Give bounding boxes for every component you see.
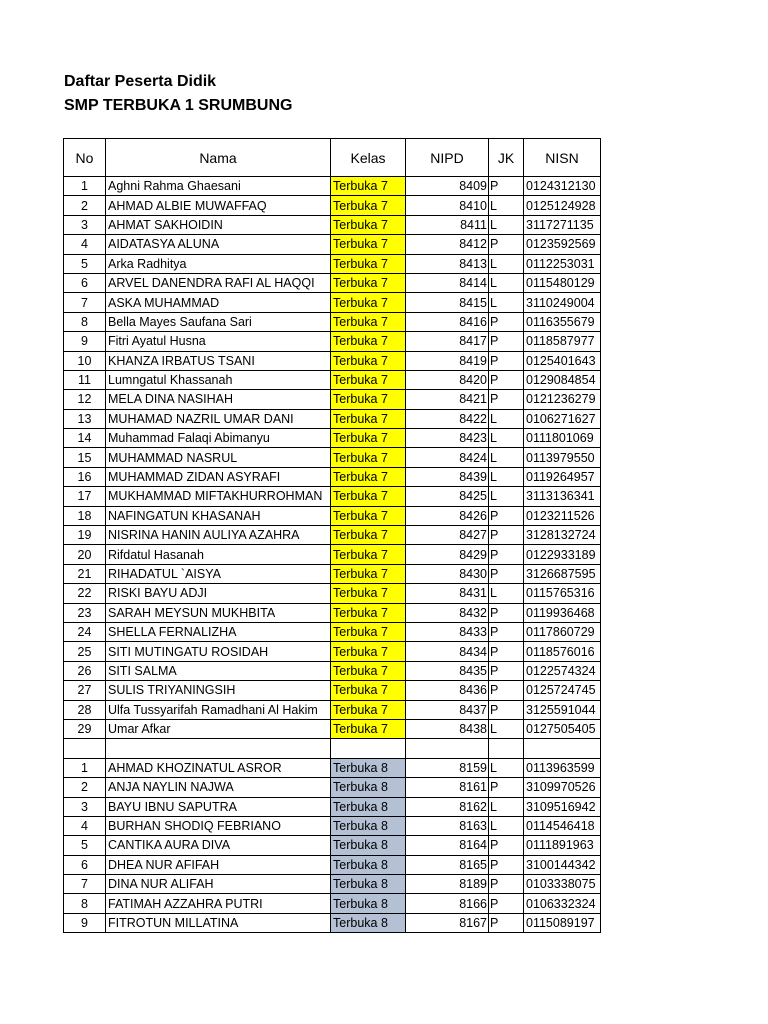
row-jk: P xyxy=(489,913,524,932)
row-jk: L xyxy=(489,409,524,428)
table-row xyxy=(64,545,601,564)
row-kelas: Terbuka 8 xyxy=(331,894,406,913)
row-nisn: 0123211526 xyxy=(524,506,601,525)
row-no: 7 xyxy=(64,293,106,312)
row-no: 27 xyxy=(64,681,106,700)
row-nama: NAFINGATUN KHASANAH xyxy=(106,506,331,525)
row-nipd: 8161 xyxy=(406,778,489,797)
table-row xyxy=(64,409,601,428)
row-kelas: Terbuka 7 xyxy=(331,719,406,738)
row-nisn: 3109970526 xyxy=(524,778,601,797)
table-row xyxy=(64,448,601,467)
row-nama: MUHAMAD NAZRIL UMAR DANI xyxy=(106,409,331,428)
row-nipd: 8162 xyxy=(406,797,489,816)
row-nama: AIDATASYA ALUNA xyxy=(106,235,331,254)
row-nipd: 8420 xyxy=(406,370,489,389)
row-nama: Fitri Ayatul Husna xyxy=(106,332,331,351)
table-row xyxy=(64,332,601,351)
row-no: 25 xyxy=(64,642,106,661)
row-no: 8 xyxy=(64,312,106,331)
row-jk: P xyxy=(489,894,524,913)
row-jk: L xyxy=(489,429,524,448)
table-row xyxy=(64,235,601,254)
row-nisn: 3126687595 xyxy=(524,564,601,583)
row-nisn: 0106271627 xyxy=(524,409,601,428)
row-no: 6 xyxy=(64,855,106,874)
row-nama: RIHADATUL `AISYA xyxy=(106,564,331,583)
empty-cell xyxy=(106,739,331,758)
row-nisn: 0118587977 xyxy=(524,332,601,351)
row-nama: SITI MUTINGATU ROSIDAH xyxy=(106,642,331,661)
row-nama: NISRINA HANIN AULIYA AZAHRA xyxy=(106,526,331,545)
row-nisn: 0129084854 xyxy=(524,370,601,389)
row-nisn: 0125124928 xyxy=(524,196,601,215)
row-nama: Rifdatul Hasanah xyxy=(106,545,331,564)
row-jk: P xyxy=(489,312,524,331)
row-kelas: Terbuka 7 xyxy=(331,584,406,603)
table-body xyxy=(64,177,601,933)
table-row xyxy=(64,642,601,661)
row-nipd: 8165 xyxy=(406,855,489,874)
row-jk: P xyxy=(489,700,524,719)
row-nama: BURHAN SHODIQ FEBRIANO xyxy=(106,816,331,835)
row-nama: ASKA MUHAMMAD xyxy=(106,293,331,312)
row-kelas: Terbuka 7 xyxy=(331,642,406,661)
row-kelas: Terbuka 8 xyxy=(331,758,406,777)
row-jk: P xyxy=(489,875,524,894)
row-nipd: 8421 xyxy=(406,390,489,409)
row-kelas: Terbuka 7 xyxy=(331,196,406,215)
row-no: 1 xyxy=(64,758,106,777)
row-kelas: Terbuka 7 xyxy=(331,390,406,409)
row-jk: L xyxy=(489,215,524,234)
row-kelas: Terbuka 7 xyxy=(331,254,406,273)
row-kelas: Terbuka 7 xyxy=(331,332,406,351)
table-row xyxy=(64,913,601,932)
row-nisn: 0125401643 xyxy=(524,351,601,370)
row-no: 2 xyxy=(64,778,106,797)
row-nama: MUKHAMMAD MIFTAKHURROHMAN xyxy=(106,487,331,506)
row-jk: P xyxy=(489,545,524,564)
table-row xyxy=(64,487,601,506)
row-jk: L xyxy=(489,254,524,273)
row-nama: SHELLA FERNALIZHA xyxy=(106,622,331,641)
table-row xyxy=(64,875,601,894)
table-row xyxy=(64,196,601,215)
row-kelas: Terbuka 7 xyxy=(331,409,406,428)
row-no: 8 xyxy=(64,894,106,913)
table-row xyxy=(64,758,601,777)
header-kelas: Kelas xyxy=(331,139,406,177)
row-nama: Ulfa Tussyarifah Ramadhani Al Hakim xyxy=(106,700,331,719)
row-no: 24 xyxy=(64,622,106,641)
row-nisn: 0122574324 xyxy=(524,661,601,680)
row-kelas: Terbuka 8 xyxy=(331,836,406,855)
row-nisn: 3100144342 xyxy=(524,855,601,874)
row-kelas: Terbuka 7 xyxy=(331,564,406,583)
row-nipd: 8433 xyxy=(406,622,489,641)
row-nama: AHMAD ALBIE MUWAFFAQ xyxy=(106,196,331,215)
row-nama: BAYU IBNU SAPUTRA xyxy=(106,797,331,816)
row-kelas: Terbuka 7 xyxy=(331,429,406,448)
row-nama: Umar Afkar xyxy=(106,719,331,738)
row-nipd: 8424 xyxy=(406,448,489,467)
row-jk: P xyxy=(489,778,524,797)
row-no: 5 xyxy=(64,254,106,273)
table-row xyxy=(64,312,601,331)
row-jk: P xyxy=(489,836,524,855)
row-kelas: Terbuka 7 xyxy=(331,603,406,622)
row-no: 4 xyxy=(64,235,106,254)
row-no: 12 xyxy=(64,390,106,409)
row-jk: P xyxy=(489,681,524,700)
row-nisn: 0113979550 xyxy=(524,448,601,467)
row-nipd: 8409 xyxy=(406,177,489,196)
row-nama: SITI SALMA xyxy=(106,661,331,680)
blank-separator-row xyxy=(64,739,601,758)
row-nipd: 8438 xyxy=(406,719,489,738)
row-jk: P xyxy=(489,603,524,622)
row-no: 22 xyxy=(64,584,106,603)
row-nisn: 3110249004 xyxy=(524,293,601,312)
row-nisn: 0121236279 xyxy=(524,390,601,409)
header-nisn: NISN xyxy=(524,139,601,177)
row-nisn: 0124312130 xyxy=(524,177,601,196)
row-nisn: 0106332324 xyxy=(524,894,601,913)
row-nipd: 8167 xyxy=(406,913,489,932)
row-jk: L xyxy=(489,448,524,467)
row-nipd: 8416 xyxy=(406,312,489,331)
empty-cell xyxy=(489,739,524,758)
table-row xyxy=(64,719,601,738)
empty-cell xyxy=(524,739,601,758)
row-no: 10 xyxy=(64,351,106,370)
row-nipd: 8434 xyxy=(406,642,489,661)
row-no: 1 xyxy=(64,177,106,196)
row-nisn: 3125591044 xyxy=(524,700,601,719)
row-nisn: 0114546418 xyxy=(524,816,601,835)
row-nisn: 0125724745 xyxy=(524,681,601,700)
table-row xyxy=(64,254,601,273)
table-row xyxy=(64,855,601,874)
row-nama: DHEA NUR AFIFAH xyxy=(106,855,331,874)
row-no: 9 xyxy=(64,332,106,351)
row-jk: L xyxy=(489,196,524,215)
table-row xyxy=(64,467,601,486)
row-no: 18 xyxy=(64,506,106,525)
row-nama: SULIS TRIYANINGSIH xyxy=(106,681,331,700)
empty-cell xyxy=(406,739,489,758)
row-nipd: 8419 xyxy=(406,351,489,370)
row-nisn: 0119264957 xyxy=(524,467,601,486)
table-row xyxy=(64,700,601,719)
row-no: 15 xyxy=(64,448,106,467)
row-kelas: Terbuka 7 xyxy=(331,700,406,719)
header-jk: JK xyxy=(489,139,524,177)
row-nisn: 0115089197 xyxy=(524,913,601,932)
table-row xyxy=(64,390,601,409)
header-nipd: NIPD xyxy=(406,139,489,177)
student-table xyxy=(63,138,601,933)
empty-cell xyxy=(331,739,406,758)
row-kelas: Terbuka 7 xyxy=(331,661,406,680)
row-kelas: Terbuka 7 xyxy=(331,487,406,506)
row-jk: L xyxy=(489,758,524,777)
row-nama: DINA NUR ALIFAH xyxy=(106,875,331,894)
row-no: 4 xyxy=(64,816,106,835)
row-nama: MELA DINA NASIHAH xyxy=(106,390,331,409)
row-no: 9 xyxy=(64,913,106,932)
row-jk: P xyxy=(489,390,524,409)
row-jk: P xyxy=(489,235,524,254)
row-nipd: 8425 xyxy=(406,487,489,506)
table-row xyxy=(64,429,601,448)
table-row xyxy=(64,894,601,913)
row-kelas: Terbuka 8 xyxy=(331,797,406,816)
row-kelas: Terbuka 7 xyxy=(331,622,406,641)
row-nipd: 8413 xyxy=(406,254,489,273)
row-nipd: 8414 xyxy=(406,273,489,292)
row-kelas: Terbuka 8 xyxy=(331,855,406,874)
header-nama: Nama xyxy=(106,139,331,177)
row-no: 3 xyxy=(64,797,106,816)
row-kelas: Terbuka 7 xyxy=(331,681,406,700)
row-kelas: Terbuka 7 xyxy=(331,448,406,467)
row-kelas: Terbuka 7 xyxy=(331,293,406,312)
row-no: 23 xyxy=(64,603,106,622)
row-nisn: 0113963599 xyxy=(524,758,601,777)
row-no: 13 xyxy=(64,409,106,428)
empty-cell xyxy=(64,739,106,758)
row-jk: P xyxy=(489,332,524,351)
row-nisn: 0127505405 xyxy=(524,719,601,738)
row-nipd: 8417 xyxy=(406,332,489,351)
row-nipd: 8410 xyxy=(406,196,489,215)
table-row xyxy=(64,177,601,196)
row-nipd: 8163 xyxy=(406,816,489,835)
row-nisn: 0116355679 xyxy=(524,312,601,331)
row-jk: P xyxy=(489,564,524,583)
row-nipd: 8430 xyxy=(406,564,489,583)
row-nipd: 8411 xyxy=(406,215,489,234)
row-nama: AHMAT SAKHOIDIN xyxy=(106,215,331,234)
table-header-row xyxy=(64,139,601,177)
row-nipd: 8436 xyxy=(406,681,489,700)
row-nama: AHMAD KHOZINATUL ASROR xyxy=(106,758,331,777)
row-nisn: 3128132724 xyxy=(524,526,601,545)
row-nama: FATIMAH AZZAHRA PUTRI xyxy=(106,894,331,913)
row-nama: CANTIKA AURA DIVA xyxy=(106,836,331,855)
row-jk: L xyxy=(489,584,524,603)
row-nipd: 8432 xyxy=(406,603,489,622)
row-no: 6 xyxy=(64,273,106,292)
row-nipd: 8435 xyxy=(406,661,489,680)
document-title: Daftar Peserta Didik xyxy=(64,73,217,90)
row-nama: KHANZA IRBATUS TSANI xyxy=(106,351,331,370)
row-kelas: Terbuka 8 xyxy=(331,778,406,797)
table-row xyxy=(64,215,601,234)
table-row xyxy=(64,293,601,312)
row-nisn: 0103338075 xyxy=(524,875,601,894)
table-row xyxy=(64,681,601,700)
row-no: 16 xyxy=(64,467,106,486)
row-jk: P xyxy=(489,177,524,196)
row-no: 28 xyxy=(64,700,106,719)
table-row xyxy=(64,797,601,816)
row-kelas: Terbuka 7 xyxy=(331,177,406,196)
row-nama: MUHAMMAD ZIDAN ASYRAFI xyxy=(106,467,331,486)
row-nipd: 8415 xyxy=(406,293,489,312)
row-kelas: Terbuka 7 xyxy=(331,370,406,389)
table-row xyxy=(64,836,601,855)
row-no: 21 xyxy=(64,564,106,583)
row-nisn: 0118576016 xyxy=(524,642,601,661)
row-nisn: 0119936468 xyxy=(524,603,601,622)
row-nipd: 8166 xyxy=(406,894,489,913)
row-no: 17 xyxy=(64,487,106,506)
row-nisn: 3113136341 xyxy=(524,487,601,506)
row-jk: L xyxy=(489,467,524,486)
table-row xyxy=(64,603,601,622)
row-jk: P xyxy=(489,370,524,389)
row-nipd: 8164 xyxy=(406,836,489,855)
row-no: 11 xyxy=(64,370,106,389)
row-no: 29 xyxy=(64,719,106,738)
row-jk: P xyxy=(489,642,524,661)
row-jk: L xyxy=(489,293,524,312)
row-nipd: 8426 xyxy=(406,506,489,525)
header-no: No xyxy=(64,139,106,177)
row-kelas: Terbuka 7 xyxy=(331,467,406,486)
row-jk: L xyxy=(489,797,524,816)
table-row xyxy=(64,351,601,370)
row-kelas: Terbuka 7 xyxy=(331,235,406,254)
row-kelas: Terbuka 7 xyxy=(331,545,406,564)
row-nama: RISKI BAYU ADJI xyxy=(106,584,331,603)
row-nisn: 0112253031 xyxy=(524,254,601,273)
row-nisn: 0122933189 xyxy=(524,545,601,564)
row-nipd: 8422 xyxy=(406,409,489,428)
table-row xyxy=(64,564,601,583)
row-nama: MUHAMMAD NASRUL xyxy=(106,448,331,467)
row-nipd: 8159 xyxy=(406,758,489,777)
row-nipd: 8423 xyxy=(406,429,489,448)
row-nama: Aghni Rahma Ghaesani xyxy=(106,177,331,196)
row-nama: Muhammad Falaqi Abimanyu xyxy=(106,429,331,448)
school-name: SMP TERBUKA 1 SRUMBUNG xyxy=(64,97,293,114)
row-no: 2 xyxy=(64,196,106,215)
row-jk: L xyxy=(489,487,524,506)
row-no: 14 xyxy=(64,429,106,448)
row-no: 7 xyxy=(64,875,106,894)
row-nama: SARAH MEYSUN MUKHBITA xyxy=(106,603,331,622)
row-jk: P xyxy=(489,622,524,641)
row-kelas: Terbuka 7 xyxy=(331,273,406,292)
row-kelas: Terbuka 7 xyxy=(331,215,406,234)
table-row xyxy=(64,816,601,835)
row-nama: Lumngatul Khassanah xyxy=(106,370,331,389)
row-nisn: 0111801069 xyxy=(524,429,601,448)
row-nipd: 8439 xyxy=(406,467,489,486)
row-kelas: Terbuka 8 xyxy=(331,875,406,894)
row-nama: ARVEL DANENDRA RAFI AL HAQQI xyxy=(106,273,331,292)
row-nisn: 3109516942 xyxy=(524,797,601,816)
row-nipd: 8437 xyxy=(406,700,489,719)
row-nisn: 0123592569 xyxy=(524,235,601,254)
table-row xyxy=(64,622,601,641)
row-nipd: 8427 xyxy=(406,526,489,545)
row-kelas: Terbuka 7 xyxy=(331,312,406,331)
table-row xyxy=(64,584,601,603)
row-jk: P xyxy=(489,506,524,525)
row-kelas: Terbuka 8 xyxy=(331,913,406,932)
row-kelas: Terbuka 7 xyxy=(331,526,406,545)
table-row xyxy=(64,661,601,680)
row-no: 5 xyxy=(64,836,106,855)
row-nama: FITROTUN MILLATINA xyxy=(106,913,331,932)
row-nipd: 8431 xyxy=(406,584,489,603)
row-nipd: 8429 xyxy=(406,545,489,564)
row-jk: P xyxy=(489,351,524,370)
row-nama: Arka Radhitya xyxy=(106,254,331,273)
row-nama: ANJA NAYLIN NAJWA xyxy=(106,778,331,797)
row-kelas: Terbuka 7 xyxy=(331,506,406,525)
row-kelas: Terbuka 8 xyxy=(331,816,406,835)
row-nisn: 0115480129 xyxy=(524,273,601,292)
row-nisn: 0111891963 xyxy=(524,836,601,855)
table-row xyxy=(64,778,601,797)
row-jk: P xyxy=(489,526,524,545)
row-no: 20 xyxy=(64,545,106,564)
row-nama: Bella Mayes Saufana Sari xyxy=(106,312,331,331)
row-jk: L xyxy=(489,719,524,738)
row-nisn: 0117860729 xyxy=(524,622,601,641)
row-jk: L xyxy=(489,816,524,835)
row-nipd: 8189 xyxy=(406,875,489,894)
row-nisn: 0115765316 xyxy=(524,584,601,603)
row-jk: L xyxy=(489,273,524,292)
row-nisn: 3117271135 xyxy=(524,215,601,234)
row-kelas: Terbuka 7 xyxy=(331,351,406,370)
row-nipd: 8412 xyxy=(406,235,489,254)
table-row xyxy=(64,526,601,545)
table-row xyxy=(64,506,601,525)
row-jk: P xyxy=(489,661,524,680)
row-no: 19 xyxy=(64,526,106,545)
table-row xyxy=(64,273,601,292)
row-no: 26 xyxy=(64,661,106,680)
row-no: 3 xyxy=(64,215,106,234)
row-jk: P xyxy=(489,855,524,874)
table-row xyxy=(64,370,601,389)
